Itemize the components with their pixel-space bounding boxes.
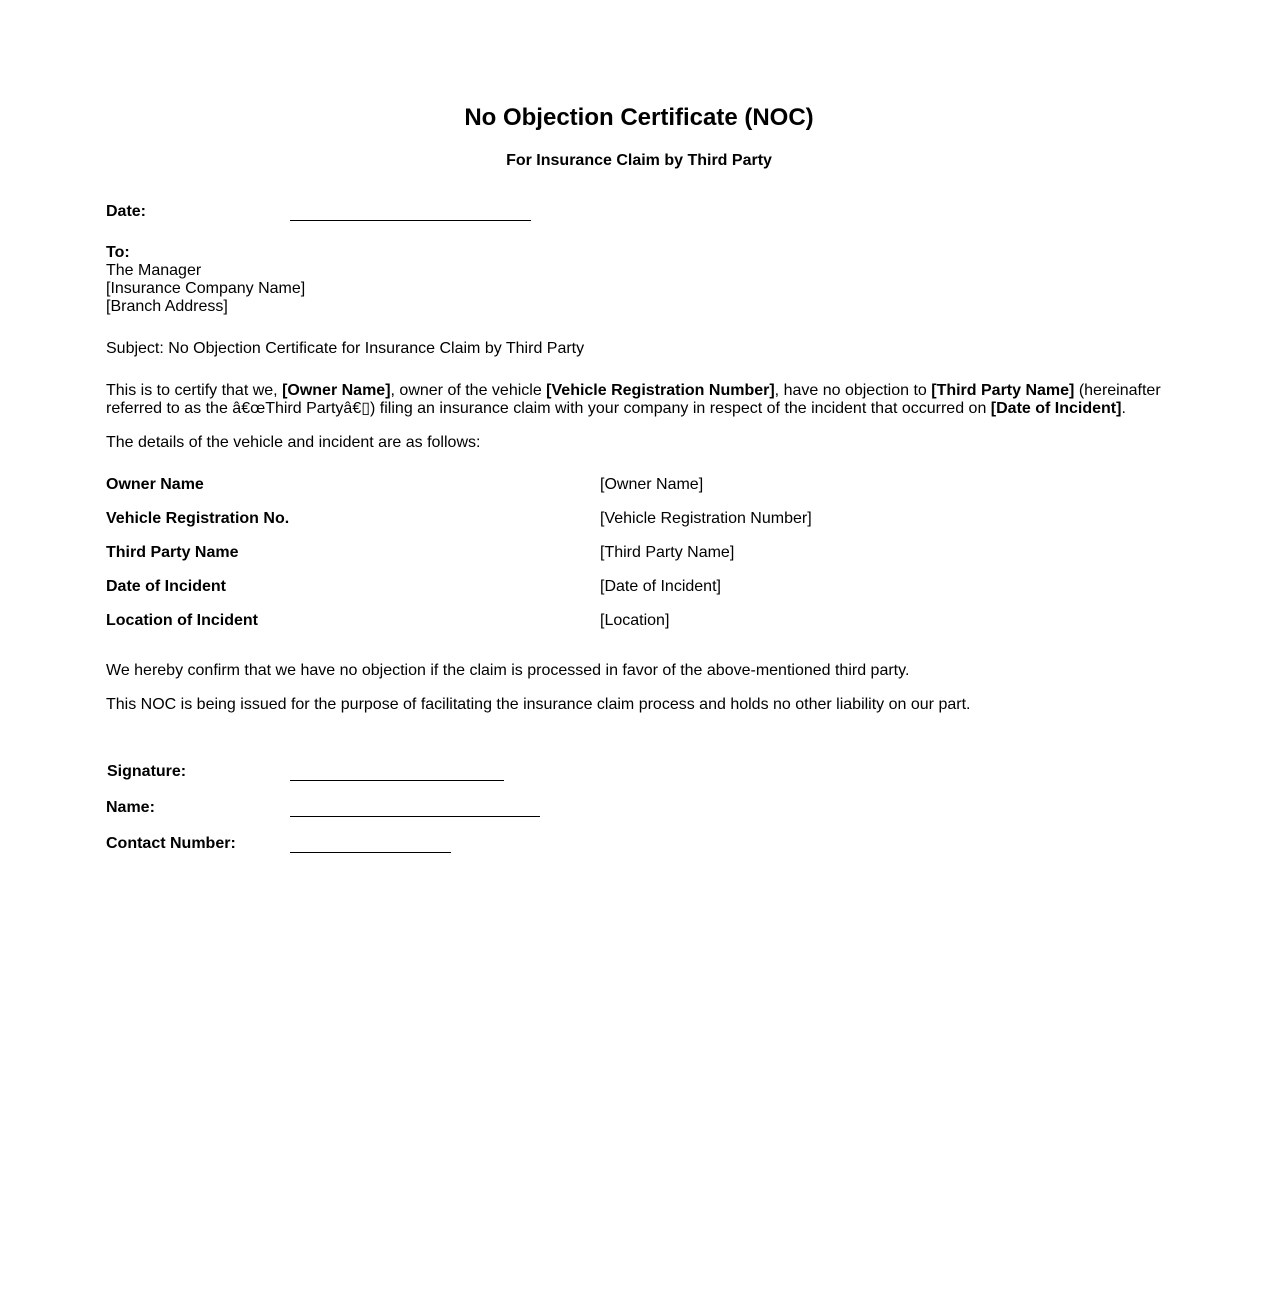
purpose-paragraph: This NOC is being issued for the purpose of facilitating the insurance claim process and holds no other liability on our part. xyxy=(106,696,971,713)
name-label: Name: xyxy=(106,799,155,816)
details-row xyxy=(106,576,1172,610)
details-row xyxy=(106,474,1172,508)
detail-key: Date of Incident xyxy=(106,578,227,595)
document-title: No Objection Certificate (NOC) xyxy=(464,104,814,131)
signature-blank-line xyxy=(290,780,504,781)
contact-number-blank-line xyxy=(290,852,451,853)
details-row xyxy=(106,610,1172,644)
certify-paragraph xyxy=(106,382,1172,418)
recipient-block xyxy=(106,244,305,316)
detail-value: [Date of Incident] xyxy=(600,578,721,595)
incident-date-placeholder: [Date of Incident] xyxy=(990,400,1122,417)
detail-value: [Owner Name] xyxy=(600,476,704,493)
detail-key: Location of Incident xyxy=(106,612,258,629)
text-run: , have no objection to xyxy=(774,382,932,399)
detail-key: Vehicle Registration No. xyxy=(106,510,290,527)
detail-key: Third Party Name xyxy=(106,544,239,561)
owner-name-placeholder: [Owner Name] xyxy=(282,382,391,399)
details-row xyxy=(106,542,1172,576)
detail-value: [Third Party Name] xyxy=(600,544,735,561)
date-blank-line xyxy=(290,220,531,221)
recipient-line: [Insurance Company Name] xyxy=(106,280,306,297)
subject-line: Subject: No Objection Certificate for Insurance Claim by Third Party xyxy=(106,340,585,357)
detail-key: Owner Name xyxy=(106,476,204,493)
date-label: Date: xyxy=(106,203,147,220)
confirm-paragraph: We hereby confirm that we have no objection if the claim is processed in favor of the above-mentioned third party. xyxy=(106,662,910,679)
details-intro: The details of the vehicle and incident are as follows: xyxy=(106,434,481,451)
name-blank-line xyxy=(290,816,540,817)
third-party-placeholder: [Third Party Name] xyxy=(931,382,1075,399)
text-run: . xyxy=(1121,400,1126,417)
text-run: This is to certify that we, xyxy=(106,382,283,399)
contact-number-label: Contact Number: xyxy=(106,835,236,852)
document-subtitle: For Insurance Claim by Third Party xyxy=(506,152,772,169)
vehicle-number-placeholder: [Vehicle Registration Number] xyxy=(546,382,775,399)
text-run: , owner of the vehicle xyxy=(390,382,547,399)
recipient-line: The Manager xyxy=(106,262,202,279)
recipient-line: [Branch Address] xyxy=(106,298,228,315)
signature-label: Signature: xyxy=(107,763,187,780)
to-label: To: xyxy=(106,244,130,261)
detail-value: [Vehicle Registration Number] xyxy=(600,510,812,527)
detail-value: [Location] xyxy=(600,612,670,629)
details-row xyxy=(106,508,1172,542)
text-run: (hereinafter referred to as the â€œThird Partyâ€▯) filing an insurance claim with your company in respect of the incident that occurred on xyxy=(106,382,1161,417)
details-table xyxy=(106,474,1172,644)
